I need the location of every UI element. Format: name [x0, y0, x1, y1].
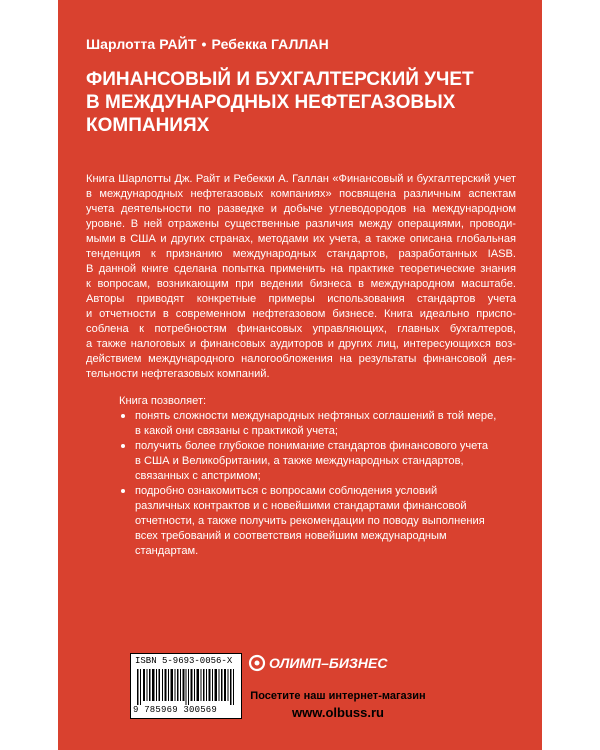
title-line: ФИНАНСОВЫЙ И БУХГАЛТЕРСКИЙ УЧЕТ [86, 69, 474, 90]
description-line: уровне. В ней отражены существенные различия между операциями, проводи- [86, 218, 516, 230]
benefit-line: связанных с апстримом; [135, 470, 261, 482]
description-line: соблена к потребностям финансовых управляющих, главных бухгалтеров, [86, 323, 516, 335]
benefit-item [119, 409, 509, 439]
description-line: учета деятельности по разведке и добыче углеводородов на международном [86, 203, 516, 215]
benefit-line: отчетности, а также получить рекомендации по поводу выполнения [135, 515, 485, 527]
description-line: действием международного налогообложения на результаты финансовой дея- [86, 353, 516, 365]
book-title [86, 68, 516, 137]
publisher-name: ОЛИМП–БИЗНЕС [269, 655, 388, 671]
benefit-line: подробно ознакомиться с вопросами соблюдения условий [135, 485, 438, 497]
publisher-url[interactable]: www.olbuss.ru [292, 705, 384, 720]
author-name: Ребекка ГАЛЛАН [211, 36, 329, 52]
benefit-line: понять сложности международных нефтяных соглашений в той мере, [135, 410, 497, 422]
author-name: Шарлотта РАЙТ [86, 36, 197, 52]
description-line: Книга Шарлотты Дж. Райт и Ребекки А. Галлан «Финансовый и бухгалтерский учет [86, 173, 516, 185]
benefit-line: в какой они связаны с практикой учета; [135, 425, 339, 437]
isbn-label: ISBN 5-9693-0056-X [135, 656, 233, 666]
description-line: и отчетности в современном нефтегазовом бизнесе. Книга идеально приспо- [86, 308, 516, 320]
benefit-line: стандартам. [135, 545, 199, 557]
description-line: в международных нефтегазовых компаниях» посвящена различным аспектам [86, 188, 516, 200]
title-line: КОМПАНИЯХ [86, 115, 210, 136]
author-separator: • [201, 36, 207, 52]
authors-line [86, 36, 329, 52]
benefit-item [119, 484, 509, 559]
description-line: тенденция к признанию международных стандартов, разработанных IASB. [86, 248, 516, 260]
benefits-heading: Книга позволяет: [119, 395, 207, 407]
description-line: к вопросам, возникающим при ведении бизнеса в международном масштабе. [86, 278, 516, 290]
description-line: а также налоговых и финансовых аудиторов и других лиц, интересующихся воз- [86, 338, 516, 350]
description-line: мыми в США и других странах, методами их учета, а также описана глобальная [86, 233, 516, 245]
olympic-ring-icon [248, 654, 266, 672]
description-line: Авторы приводят конкретные примеры использования стандартов учета [86, 293, 516, 305]
book-benefits [119, 394, 509, 559]
visit-store-text: Посетите наш интернет-магазин [250, 690, 426, 702]
benefit-line: в США и Великобритании, а также международных стандартов, [135, 455, 464, 467]
publisher-logo [248, 652, 387, 674]
benefit-item [119, 439, 509, 484]
benefit-line: получить более глубокое понимание стандартов финансового учета [135, 440, 489, 452]
barcode-number: 9 785969 300569 [133, 705, 218, 715]
isbn-barcode-block [130, 653, 242, 719]
book-description [86, 172, 516, 382]
benefit-line: всех требований и соответствия новейшим международным [135, 530, 447, 542]
barcode-icon [137, 669, 235, 705]
description-line: В данной книге сделана попытка применить на практике теоретические знания [86, 263, 516, 275]
benefit-line: различных контрактов и с новейшими стандартами финансовой [135, 500, 467, 512]
title-line: В МЕЖДУНАРОДНЫХ НЕФТЕГАЗОВЫХ [86, 92, 456, 113]
description-line: тельности нефтегазовых компаний. [86, 368, 270, 380]
